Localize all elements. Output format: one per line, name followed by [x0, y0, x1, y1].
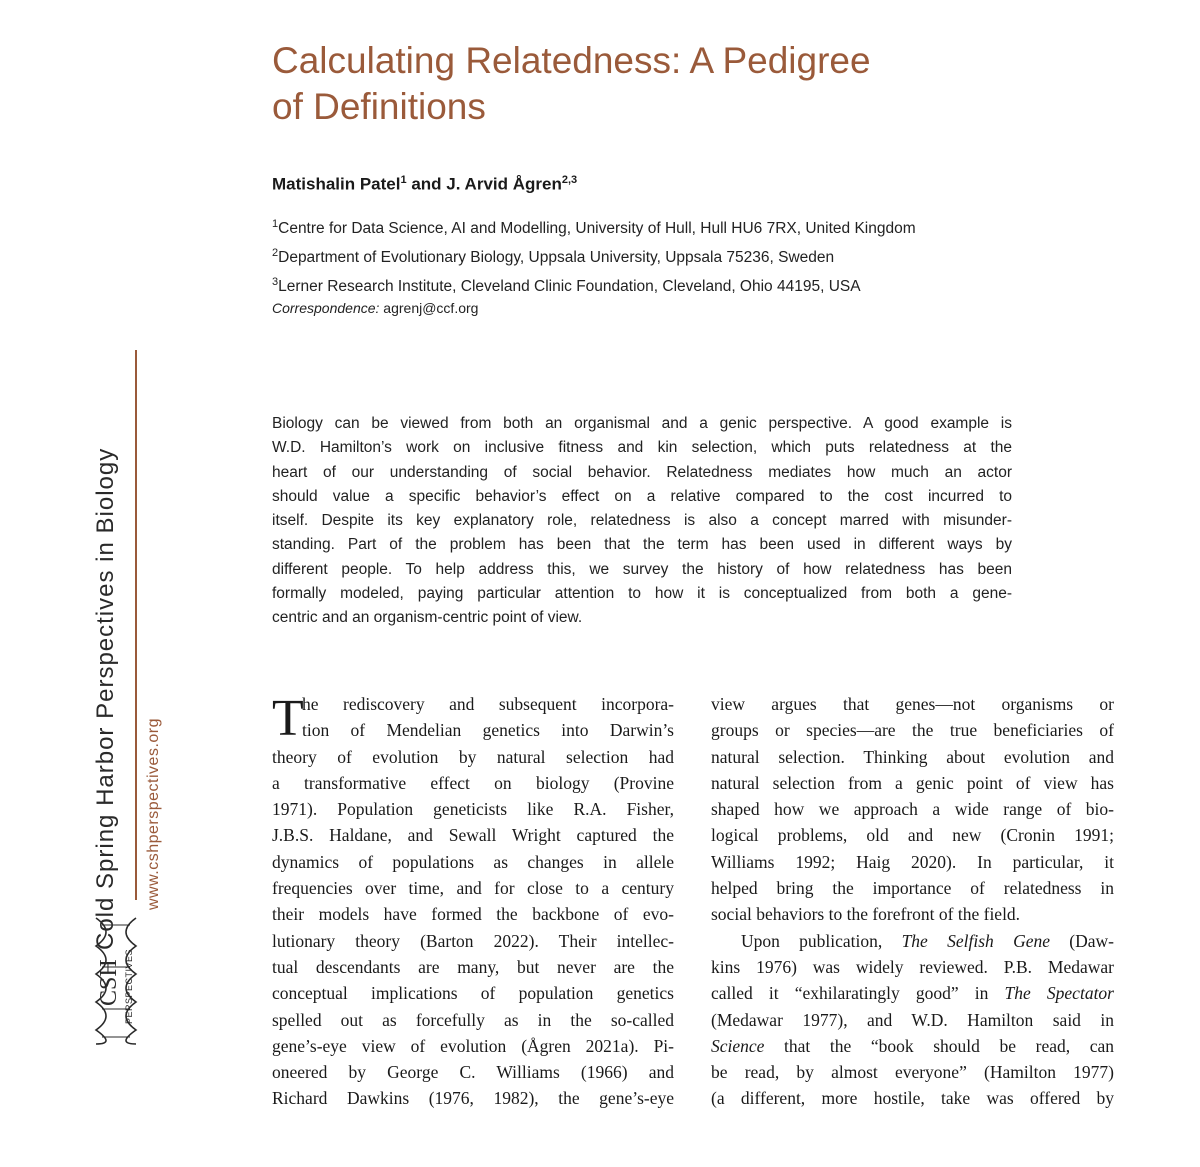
body-line: gene’s-eye view of evolution (Ågren 2021a). Pi-: [272, 1035, 674, 1056]
affiliation-3-num: 3: [272, 276, 279, 288]
affiliation-3: [272, 269, 916, 298]
drop-cap: T: [272, 690, 304, 747]
affiliation-1: [272, 211, 916, 240]
body-line: helped bring the importance of relatedness in: [711, 878, 1114, 899]
abstract-line: formally modeled, paying particular attention to how it is conceptualized from both a gene-: [272, 585, 1012, 603]
title-line-1: Calculating Relatedness: A Pedigree: [272, 40, 871, 81]
abstract-line: different people. To help address this, we survey the history of how relatedness has been: [272, 560, 1012, 578]
journal-url[interactable]: www.cshperspectives.org: [145, 717, 162, 910]
body-line: social behaviors to the forefront of the field.: [711, 904, 1021, 925]
correspondence-email[interactable]: agrenj@ccf.org: [379, 300, 479, 316]
journal-sidebar: [0, 330, 180, 1050]
body-line: view argues that genes—not organisms or: [711, 694, 1114, 714]
body-line: theory of evolution by natural selection had: [272, 746, 674, 767]
text-run: (Daw-: [1050, 930, 1114, 951]
affiliation-2: [272, 240, 916, 269]
abstract-line: Biology can be viewed from both an organismal and a genic perspective. A good example is: [272, 415, 1012, 432]
body-line: logical problems, old and new (Cronin 1991;: [711, 825, 1114, 846]
logo-wordmark: CSH: [96, 959, 122, 1006]
body-line: 1971). Population geneticists like R.A. Fisher,: [272, 799, 674, 820]
affiliation-2-num: 2: [272, 247, 279, 259]
body-line: be read, by almost everyone” (Hamilton 1977): [711, 1062, 1114, 1083]
author-1-affil: 1: [400, 174, 407, 186]
body-line: groups or species—are the true beneficiaries of: [711, 720, 1114, 741]
body-line: shaped how we approach a wide range of bio-: [711, 799, 1114, 820]
body-line: oneered by George C. Williams (1966) and: [272, 1062, 674, 1083]
logo-subtitle: PERSPECTIVES: [124, 948, 134, 1024]
publication-title: The Spectator: [1004, 983, 1114, 1004]
body-line: natural selection. Thinking about evolution and: [711, 746, 1114, 767]
abstract-line: itself. Despite its key explanatory role, relatedness is also a concept marred with misunder-: [272, 512, 1012, 530]
body-line: conceptual implications of population genetics: [272, 983, 674, 1004]
body-line: Richard Dawkins (1976, 1982), the gene’s-eye: [272, 1088, 674, 1109]
abstract-line: centric and an organism-centric point of view.: [272, 609, 583, 627]
body-line: frequencies over time, and for close to a century: [272, 878, 674, 899]
affiliation-3-text: Lerner Research Institute, Cleveland Clinic Foundation, Cleveland, Ohio 44195, USA: [278, 278, 861, 296]
body-column-1: [272, 691, 674, 1112]
body-line: a transformative effect on biology (Provine: [272, 772, 674, 793]
author-1: Matishalin Patel: [272, 174, 401, 194]
body-line: (a different, more hostile, take was offered by: [711, 1088, 1114, 1109]
abstract-line: standing. Part of the problem has been that the term has been used in different ways by: [272, 536, 1012, 554]
sidebar-rule: [135, 350, 137, 900]
body-line: tual descendants are many, but never are the: [272, 956, 674, 977]
body-line: [711, 980, 1114, 1006]
body-line: he rediscovery and subsequent incorpora-: [302, 694, 674, 714]
correspondence-label: Correspondence:: [272, 300, 380, 316]
body-line: Williams 1992; Haig 2020). In particular, it: [711, 851, 1114, 872]
body-line: their models have formed the backbone of evo-: [272, 904, 674, 925]
text-run: that the “book should be read, can: [764, 1035, 1114, 1056]
body-line: [711, 928, 1114, 954]
body-line: J.B.S. Haldane, and Sewall Wright captured the: [272, 825, 674, 846]
publication-title: Science: [711, 1035, 765, 1056]
body-column-2: [711, 691, 1114, 1112]
body-line: natural selection from a genic point of view has: [711, 772, 1114, 793]
text-run: Upon publication,: [741, 930, 902, 951]
author-list: [272, 174, 577, 195]
abstract-line: should value a specific behavior’s effect on a relative compared to the cost incurred to: [272, 487, 1012, 505]
affiliation-2-text: Department of Evolutionary Biology, Uppsala University, Uppsala 75236, Sweden: [278, 249, 835, 267]
body-line: spelled out as forcefully as in the so-called: [272, 1009, 674, 1030]
abstract-line: heart of our understanding of social behavior. Relatedness mediates how much an actor: [272, 463, 1012, 481]
affiliations: [272, 211, 916, 298]
affiliation-1-text: Centre for Data Science, AI and Modelling, University of Hull, Hull HU6 7RX, United Kingdom: [278, 220, 916, 238]
body-line: tion of Mendelian genetics into Darwin’s: [302, 720, 674, 741]
author-2-affil: 2,3: [561, 174, 578, 186]
text-run: called it “exhilaratingly good” in: [711, 983, 1005, 1004]
author-and: and: [406, 174, 447, 194]
title-line-2: of Definitions: [272, 86, 486, 127]
body-line: dynamics of populations as changes in allele: [272, 851, 674, 872]
journal-name: Cold Spring Harbor Perspectives in Biology: [92, 447, 119, 950]
article-title: [272, 38, 972, 130]
body-line: (Medawar 1977), and W.D. Hamilton said in: [711, 1009, 1114, 1030]
affiliation-1-num: 1: [272, 218, 279, 230]
body-line: [711, 1033, 1114, 1059]
author-2: J. Arvid Ågren: [446, 174, 562, 194]
correspondence: [272, 300, 478, 316]
abstract: [272, 412, 1012, 631]
body-line: lutionary theory (Barton 2022). Their intellec-: [272, 930, 674, 951]
abstract-line: W.D. Hamilton’s work on inclusive fitness and kin selection, which puts relatedness at the: [272, 439, 1012, 457]
book-title: The Selfish Gene: [901, 930, 1050, 951]
body-line: kins 1976) was widely reviewed. P.B. Medawar: [711, 956, 1114, 977]
